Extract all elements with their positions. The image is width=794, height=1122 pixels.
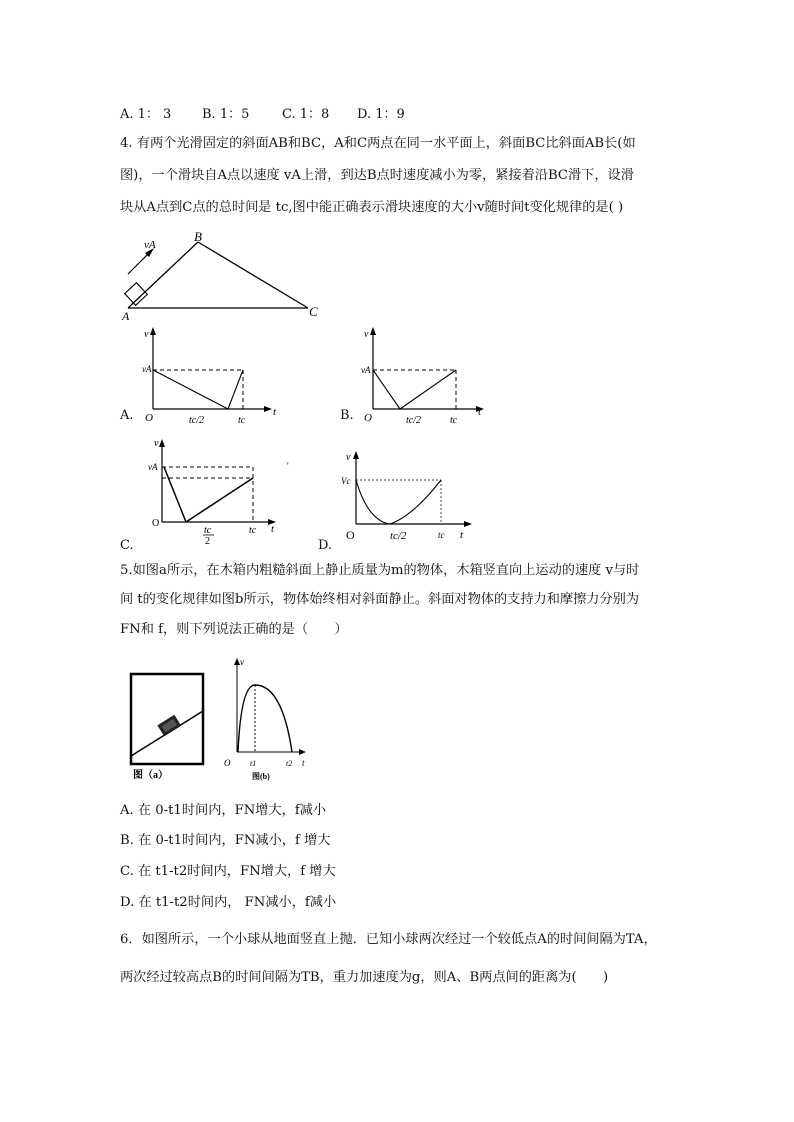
q4-option-d-label: D.	[318, 538, 333, 553]
svg-text:vA: vA	[361, 365, 371, 375]
q5-option-a: A. 在 0-t1时间内，FN增大，f减小	[120, 803, 327, 818]
q4-graph-c	[140, 436, 310, 546]
q5-figure-a	[125, 668, 225, 783]
svg-text:tc: tc	[238, 415, 246, 426]
svg-text:t: t	[478, 406, 482, 418]
q4-option-b-label: B.	[340, 408, 354, 423]
svg-text:tc: tc	[438, 530, 445, 540]
svg-text:t: t	[302, 758, 305, 768]
graph-b-curve-down	[373, 370, 400, 409]
graph-b-curve-up	[400, 370, 456, 409]
q4-incline-figure	[110, 228, 340, 328]
q5-option-b: B. 在 0-t1时间内，FN减小，f 增大	[120, 833, 331, 848]
graph-a-curve-down	[153, 370, 228, 409]
q3-option-d: D. 1：9	[357, 107, 405, 122]
svg-text:Vc: Vc	[341, 476, 351, 486]
graph-c-curve-down	[164, 467, 186, 522]
svg-text:v: v	[240, 657, 244, 667]
svg-text:t1: t1	[250, 759, 257, 768]
label-b: B	[194, 229, 202, 244]
label-va: vA	[144, 239, 156, 251]
svg-text:tc/2: tc/2	[390, 530, 407, 542]
q4-option-c-label: C.	[120, 538, 134, 553]
velocity-arrow	[128, 252, 150, 274]
q3-option-b: B. 1：5	[202, 107, 250, 122]
q5-line-1: 5.如图a所示，在木箱内粗糙斜面上静止质量为m的物体，木箱竖直向上运动的速度 v与时	[120, 563, 640, 578]
q5-option-c: C. 在 t1-t2时间内，FN增大，f 增大	[120, 864, 336, 879]
figure-b-curve	[238, 685, 292, 752]
q3-option-a: A. 1： 3	[120, 107, 172, 122]
q5-option-d: D. 在 t1-t2时间内， FN减小，f减小	[120, 895, 337, 910]
svg-text:t: t	[271, 523, 275, 535]
label-c: C	[309, 304, 318, 319]
svg-text:v: v	[346, 452, 351, 463]
svg-text:tc/2: tc/2	[189, 415, 204, 426]
svg-text:tc: tc	[450, 415, 458, 426]
figure-a-caption: 图（a）	[133, 770, 168, 781]
q4-line-2: 图)，一个滑块自A点以速度 vA上滑，到达B点时速度减小为零，紧接着沿BC滑下，设滑	[120, 168, 634, 183]
svg-text:O: O	[224, 758, 231, 768]
slider-block	[125, 283, 148, 306]
wooden-box	[131, 674, 203, 764]
graph-c-curve-up	[186, 478, 253, 522]
graph-d-curve-down	[356, 480, 390, 524]
q4-option-a-label: A.	[120, 408, 134, 423]
svg-text:2: 2	[205, 536, 210, 547]
label-a: A	[122, 309, 130, 323]
svg-text:tc: tc	[249, 525, 257, 536]
graph-d-curve-up	[390, 480, 441, 524]
svg-text:t2: t2	[286, 759, 293, 768]
svg-text:tc: tc	[204, 525, 212, 536]
svg-text:v: v	[364, 329, 369, 340]
q4-line-1: 4. 有两个光滑固定的斜面AB和BC，A和C两点在同一水平面上，斜面BC比斜面AB长(如	[120, 136, 636, 151]
svg-text:t: t	[460, 529, 464, 541]
svg-text:O: O	[364, 412, 372, 424]
svg-text:': '	[287, 461, 289, 471]
incline-bc	[198, 242, 308, 308]
block-on-incline	[157, 715, 181, 737]
svg-text:v: v	[154, 438, 159, 449]
q5-line-3: FN和 f，则下列说法正确的是（ ）	[120, 622, 348, 637]
graph-a-curve-up	[228, 370, 243, 409]
svg-text:O: O	[346, 528, 355, 542]
svg-text:v: v	[144, 329, 149, 340]
q4-line-3: 块从A点到C点的总时间是 tc,图中能正确表示滑块速度的大小v随时间t变化规律的是( )	[120, 200, 624, 215]
incline-ab	[128, 242, 198, 308]
q5-figure-b	[222, 655, 322, 781]
q6-line-1: 6．如图所示，一个小球从地面竖直上抛．已知小球两次经过一个较低点A的时间间隔为TA，	[120, 932, 657, 947]
svg-text:vA: vA	[142, 364, 152, 374]
q6-line-2: 两次经过较高点B的时间间隔为TB，重力加速度为g，则A、B两点间的距离为( )	[120, 970, 609, 985]
figure-b-caption: 图(b)	[252, 772, 270, 781]
q4-graph-a	[140, 325, 290, 425]
q4-graph-d	[338, 446, 488, 546]
svg-text:O: O	[152, 518, 160, 529]
q4-graph-b	[360, 325, 510, 425]
q3-option-c: C. 1：8	[282, 107, 330, 122]
q5-line-2: 间 t的变化规律如图b所示，物体始终相对斜面静止。斜面对物体的支持力和摩擦力分别为	[120, 592, 640, 607]
svg-text:O: O	[145, 412, 153, 424]
svg-text:t: t	[273, 406, 277, 418]
svg-text:tc/2: tc/2	[406, 415, 421, 426]
svg-text:vA: vA	[148, 462, 158, 472]
